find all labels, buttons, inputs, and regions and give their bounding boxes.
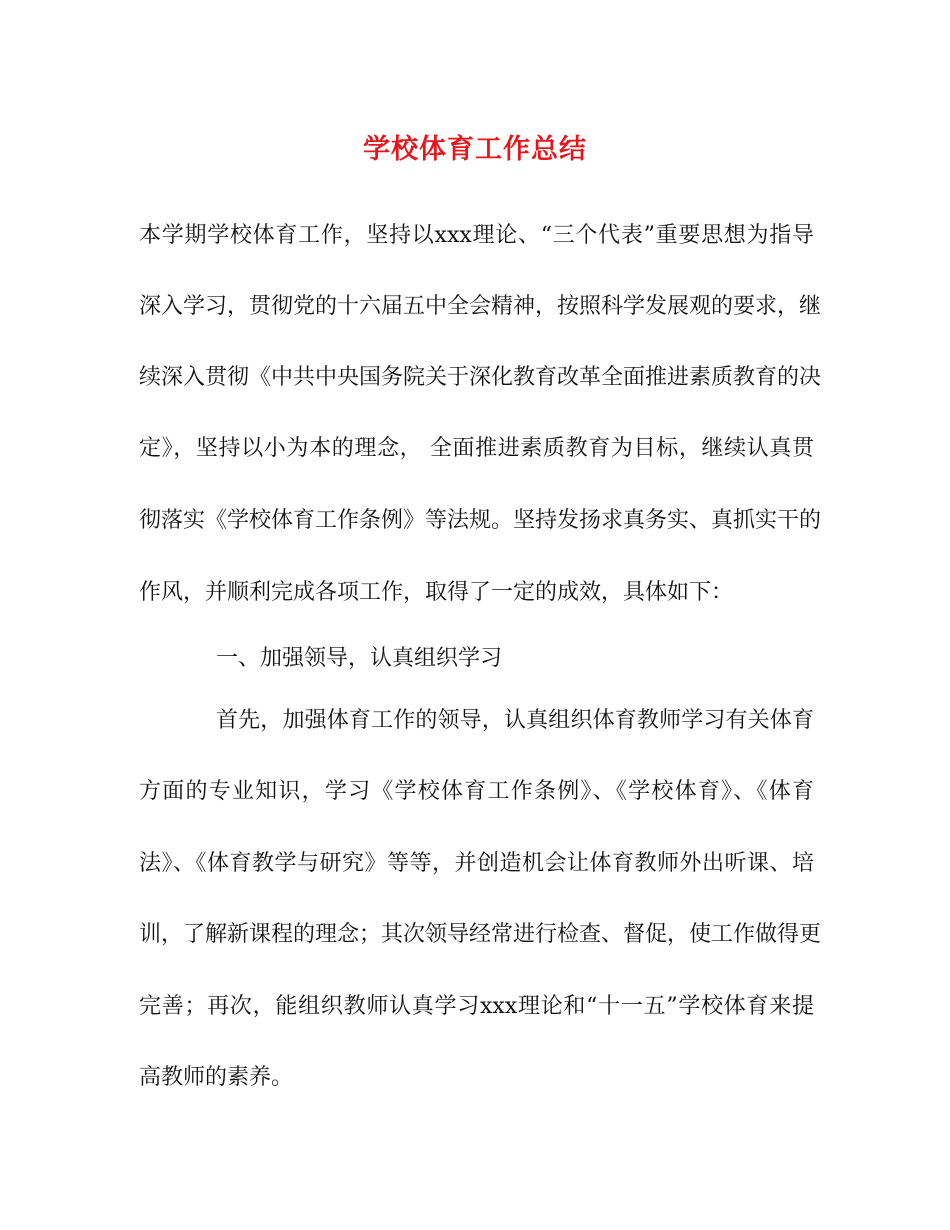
paragraph-line: 高教师的素养。: [139, 1065, 294, 1090]
paragraph-line: 彻落实《学校体育工作条例》等法规。坚持发扬求真务实、真抓实干的: [139, 508, 822, 533]
paragraph-line: 训，了解新课程的理念；其次领导经常进行检查、督促，使工作做得更: [139, 922, 822, 947]
paragraph-line: 定》，坚持以小为本的理念， 全面推进素质教育为目标，继续认真贯: [139, 436, 814, 461]
paragraph-line: 首先，加强体育工作的领导，认真组织体育教师学习有关体育: [216, 708, 814, 733]
paragraph-line: 作风，并顺利完成各项工作，取得了一定的成效，具体如下：: [139, 580, 734, 605]
paragraph-line: 法》、《体育教学与研究》等等，并创造机会让体育教师外出听课、培: [139, 851, 814, 876]
paragraph-line: 续深入贯彻《中共中央国务院关于深化教育改革全面推进素质教育的决: [139, 365, 822, 390]
paragraph-line: 完善；再次，能组织教师认真学习xxx理论和“十一五”学校体育来提: [139, 994, 814, 1019]
document-title: 学校体育工作总结: [363, 134, 587, 165]
paragraph-line: 深入学习，贯彻党的十六届五中全会精神，按照科学发展观的要求，继: [139, 294, 822, 319]
section-heading: 一、加强领导，认真组织学习: [216, 646, 503, 671]
paragraph-line: 本学期学校体育工作，坚持以xxx理论、“三个代表”重要思想为指导: [139, 223, 814, 248]
paragraph-line: 方面的专业知识，学习《学校体育工作条例》、《学校体育》、《体育: [139, 779, 814, 804]
